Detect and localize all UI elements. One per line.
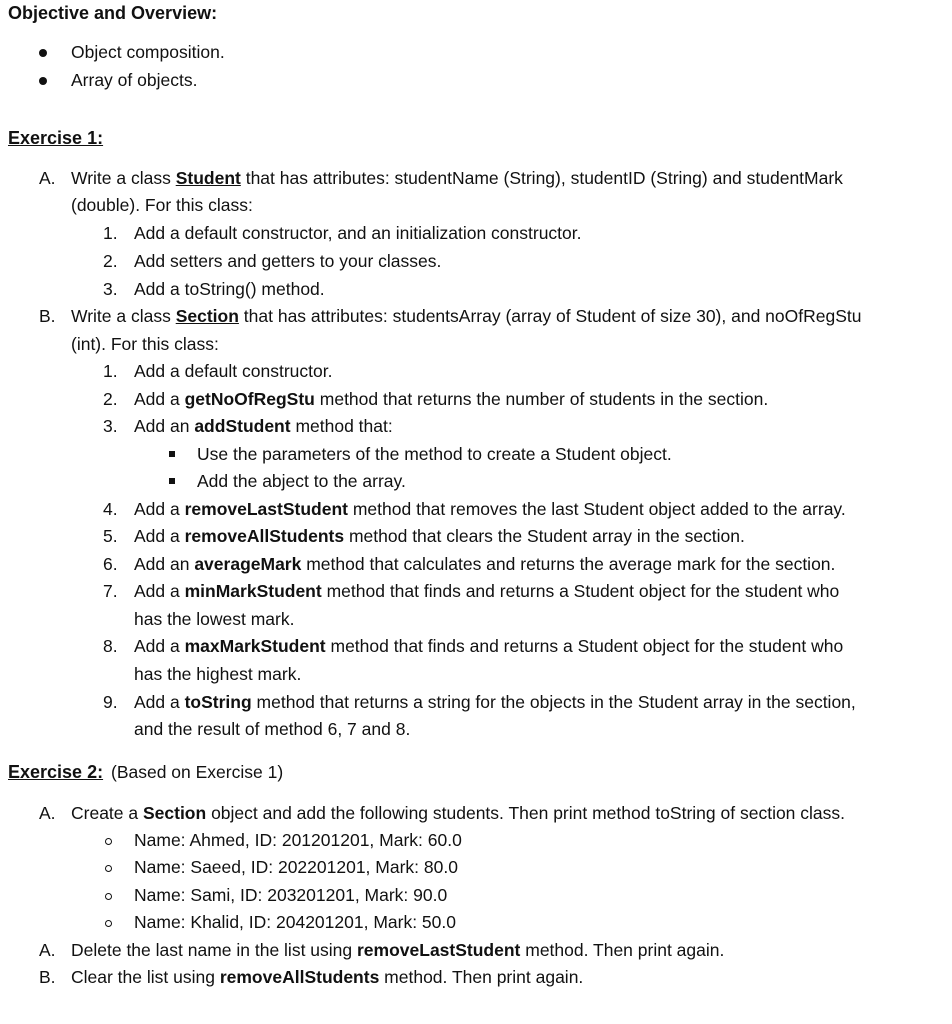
list-item: Add a getNoOfRegStu method that returns the number of students in the section. (134, 389, 769, 409)
item-marker: B. (39, 306, 56, 326)
square-bullet-icon (169, 478, 175, 484)
class-name-section: Section (175, 306, 239, 326)
list-item: Add a removeAllStudents method that clears the Student array in the section. (134, 526, 745, 546)
list-item: Add a toString() method. (134, 279, 325, 299)
student-entry: Name: Ahmed, ID: 201201201, Mark: 60.0 (134, 830, 462, 850)
item-number: 2. (103, 389, 118, 409)
item-number: 5. (103, 526, 118, 546)
item-number: 1. (103, 223, 118, 243)
item-number: 9. (103, 692, 118, 712)
list-item-cont: and the result of method 6, 7 and 8. (134, 719, 411, 739)
list-item: Add a removeLastStudent method that removes the last Student object added to the array. (134, 499, 846, 519)
circle-bullet-icon (105, 893, 112, 900)
exercise-2-a-text: Create a Section object and add the following students. Then print method toString of section class. (71, 803, 846, 823)
item-number: 8. (103, 636, 118, 656)
list-item: Add a default constructor, and an initialization constructor. (134, 223, 582, 243)
list-item: Add a toString method that returns a string for the objects in the Student array in the section, (134, 692, 856, 712)
exercise-1-b-text: Write a class Section that has attributes: studentsArray (array of Student of size 30), and noOfRegStu (71, 306, 862, 326)
sub-list-item: Use the parameters of the method to create a Student object. (197, 444, 672, 464)
item-number: 7. (103, 581, 118, 601)
exercise-1-a-text-cont: (double). For this class: (71, 195, 253, 215)
list-item: Add an averageMark method that calculates and returns the average mark for the section. (134, 554, 836, 574)
circle-bullet-icon (105, 838, 112, 845)
exercise-2-a2-text: Delete the last name in the list using removeLastStudent method. Then print again. (71, 940, 725, 960)
list-item: Add an addStudent method that: (134, 416, 393, 436)
square-bullet-icon (169, 451, 175, 457)
item-marker: A. (39, 168, 56, 188)
objective-item: Object composition. (71, 42, 225, 62)
student-entry: Name: Sami, ID: 203201201, Mark: 90.0 (134, 885, 448, 905)
item-number: 3. (103, 416, 118, 436)
list-item: Add a default constructor. (134, 361, 333, 381)
item-marker: A. (39, 940, 56, 960)
item-number: 2. (103, 251, 118, 271)
bullet-icon (39, 77, 47, 85)
exercise-1-heading: Exercise 1: (8, 128, 104, 148)
circle-bullet-icon (105, 865, 112, 872)
exercise-2-b2-text: Clear the list using removeAllStudents method. Then print again. (71, 967, 584, 987)
objective-item: Array of objects. (71, 70, 198, 90)
exercise-2-note: (Based on Exercise 1) (111, 762, 284, 782)
student-entry: Name: Khalid, ID: 204201201, Mark: 50.0 (134, 912, 456, 932)
exercise-1-b-text-cont: (int). For this class: (71, 334, 219, 354)
list-item-cont: has the lowest mark. (134, 609, 295, 629)
list-item: Add a minMarkStudent method that finds and returns a Student object for the student who (134, 581, 840, 601)
item-number: 4. (103, 499, 118, 519)
circle-bullet-icon (105, 920, 112, 927)
bullet-icon (39, 49, 47, 57)
exercise-1-a-text: Write a class Student that has attributes: studentName (String), studentID (String) and studentMark (71, 168, 843, 188)
student-entry: Name: Saeed, ID: 202201201, Mark: 80.0 (134, 857, 458, 877)
item-marker: B. (39, 967, 56, 987)
item-number: 3. (103, 279, 118, 299)
item-number: 1. (103, 361, 118, 381)
list-item-cont: has the highest mark. (134, 664, 302, 684)
class-name-student: Student (175, 168, 241, 188)
exercise-2-heading: Exercise 2: (8, 762, 104, 782)
item-marker: A. (39, 803, 56, 823)
sub-list-item: Add the abject to the array. (197, 471, 406, 491)
list-item: Add a maxMarkStudent method that finds and returns a Student object for the student who (134, 636, 844, 656)
list-item: Add setters and getters to your classes. (134, 251, 442, 271)
item-number: 6. (103, 554, 118, 574)
objective-heading: Objective and Overview: (8, 3, 218, 23)
